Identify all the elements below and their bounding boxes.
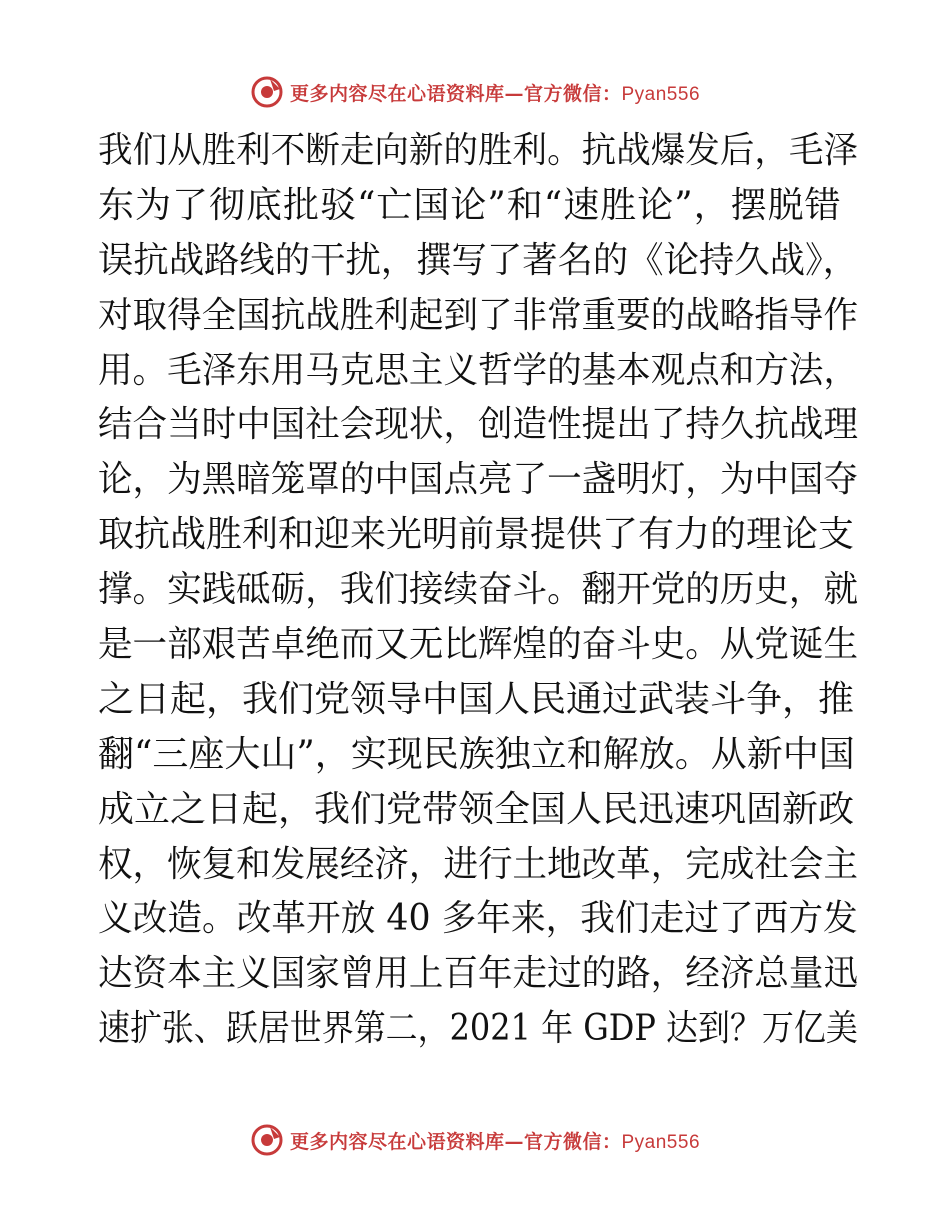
- text-line: 达资本主义国家曾用上百年走过的路，经济总量迅: [98, 953, 859, 995]
- text-line: 是一部艰苦卓绝而又无比辉煌的奋斗史。从党诞生: [98, 624, 859, 666]
- text-line: 东为了彻底批驳“亡国论”和“速胜论”，摆脱错: [98, 184, 842, 226]
- text-line: 取抗战胜利和迎来光明前景提供了有力的理论支: [98, 514, 855, 556]
- text-line: 之日起，我们党领导中国人民通过武装斗争，推: [98, 678, 855, 720]
- watermark-text: 更多内容尽在心语资料库—官方微信：Pyan556: [289, 1130, 701, 1153]
- text-line: 权，恢复和发展经济，进行土地改革，完成社会主: [98, 843, 859, 885]
- text-line: 撑。实践砥砺，我们接续奋斗。翻开党的历史，就: [98, 569, 859, 611]
- header-watermark: [0, 72, 950, 112]
- footer-watermark: [0, 1120, 950, 1160]
- watermark-text: 更多内容尽在心语资料库—官方微信：Pyan556: [289, 82, 701, 105]
- text-line: 结合当时中国社会现状，创造性提出了持久抗战理: [98, 404, 859, 446]
- text-line: 翻“三座大山”，实现民族独立和解放。从新中国: [98, 733, 855, 775]
- text-line: 义改造。改革开放 40 多年来，我们走过了西方发: [98, 898, 858, 940]
- brand-logo-icon: [250, 75, 284, 109]
- watermark-wechat-id: Pyan556: [621, 83, 701, 105]
- text-line: 成立之日起，我们党带领全国人民迅速巩固新政: [98, 788, 855, 830]
- text-line: 论，为黑暗笼罩的中国点亮了一盏明灯，为中国夺: [98, 459, 859, 501]
- text-line: 速扩张、跃居世界第二，2021 年 GDP 达到？万亿美: [98, 1008, 858, 1050]
- watermark-wechat-id: Pyan556: [621, 1131, 701, 1153]
- text-line: 用。毛泽东用马克思主义哲学的基本观点和方法，: [98, 349, 859, 391]
- text-line: 误抗战路线的干扰，撰写了著名的《论持久战》，: [98, 239, 859, 281]
- text-line: 我们从胜利不断走向新的胜利。抗战爆发后，毛泽: [98, 130, 859, 171]
- brand-logo-icon: [250, 1123, 284, 1157]
- document-body: [98, 124, 858, 1057]
- text-line: 对取得全国抗战胜利起到了非常重要的战略指导作: [98, 294, 859, 336]
